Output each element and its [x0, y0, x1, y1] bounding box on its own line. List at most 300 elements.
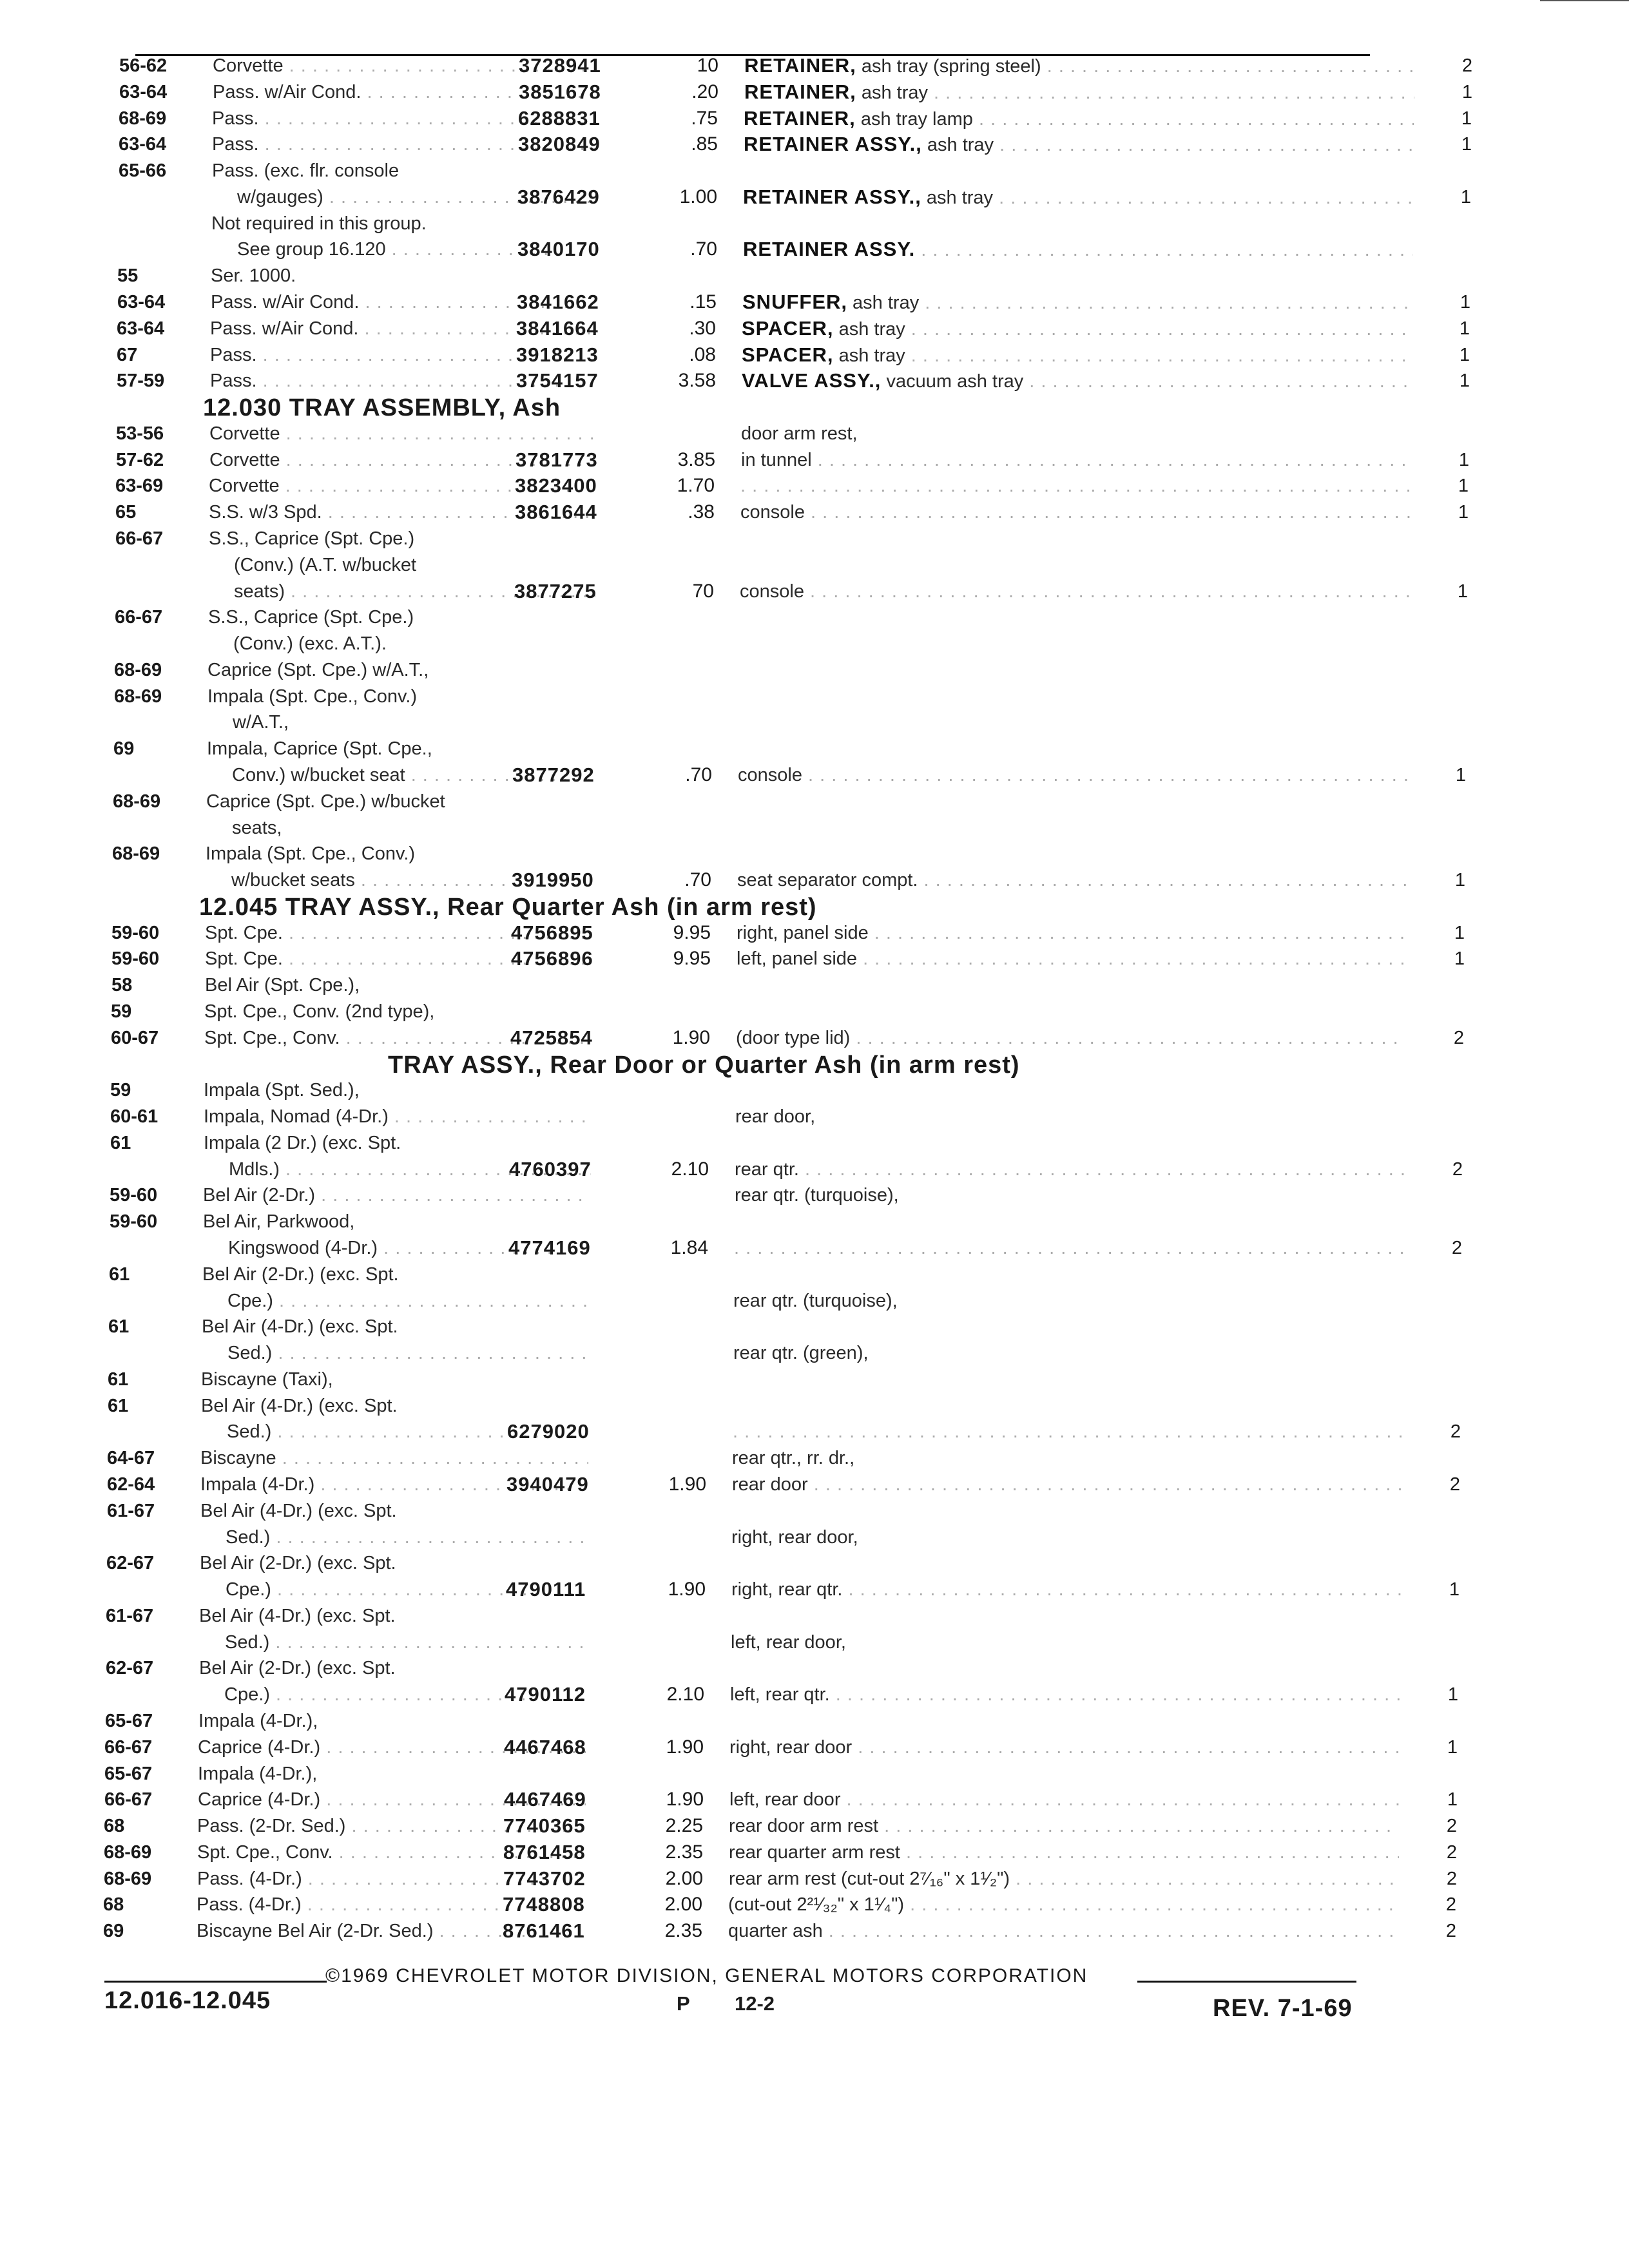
table-row	[116, 422, 1360, 445]
part-number: 3754157	[516, 369, 599, 392]
table-row	[112, 869, 1465, 892]
model-description: Spt. Cpe. . . .	[205, 947, 593, 970]
application-text: ash tray	[833, 319, 905, 340]
model-years: 61	[110, 1133, 131, 1153]
application-text: (cut-out 2²¹⁄₃₂" x 1¹⁄₄")	[728, 1894, 905, 1915]
section-title: TRAY ASSY., Rear Quarter Ash (in arm rest)	[285, 894, 817, 921]
application-text: rear door,	[735, 1106, 816, 1127]
table-row	[105, 1709, 1360, 1733]
model-years: 65	[115, 502, 137, 523]
model-description: Pass. (2-Dr. Sed.) . . .	[197, 1814, 585, 1838]
part-number: 3820849	[518, 133, 601, 155]
model-years: 65-66	[119, 160, 167, 181]
table-row	[117, 291, 1470, 314]
application-text: ash tray	[847, 293, 920, 313]
model-years: 68-69	[104, 1869, 152, 1889]
list-price: 2.35	[665, 1841, 703, 1863]
model-years: 61-67	[107, 1501, 155, 1521]
table-row	[115, 501, 1469, 524]
table-row	[111, 1026, 1464, 1050]
table-row	[111, 1000, 1360, 1023]
list-price: 1.70	[677, 475, 715, 496]
application	[729, 1841, 1399, 1864]
model-description: S.S., Caprice (Spt. Cpe.)	[209, 528, 415, 549]
model-description: Not required in this group.	[211, 213, 427, 234]
table-row	[106, 1604, 1360, 1628]
footer-revision: REV. 7-1-69	[1213, 1995, 1353, 2022]
model-description: Impala, Caprice (Spt. Cpe.,	[207, 738, 432, 759]
application-text: (door type lid)	[736, 1028, 851, 1048]
application	[730, 1683, 1400, 1706]
application	[732, 1473, 1402, 1496]
application	[735, 1184, 1405, 1207]
part-name: SPACER,	[742, 343, 834, 366]
table-row	[110, 1184, 1360, 1207]
application	[728, 1919, 1398, 1943]
model-description: seats,	[232, 818, 282, 838]
quantity: 1	[1454, 923, 1465, 943]
list-price: 3.85	[677, 449, 715, 470]
list-price: 3.58	[678, 370, 716, 391]
application	[735, 1158, 1405, 1181]
table-row	[115, 580, 1468, 603]
table-row	[108, 1368, 1360, 1391]
model-description: Pass. (exc. flr. console	[212, 160, 400, 181]
model-description: Pass. . . .	[210, 369, 598, 392]
section-caption	[203, 394, 561, 422]
application	[743, 186, 1413, 209]
table-row	[117, 343, 1470, 367]
model-description: Mdls.) . . .	[229, 1158, 591, 1181]
table-row	[107, 1473, 1460, 1496]
quantity: 2	[1446, 1842, 1457, 1863]
model-years: 62-67	[106, 1553, 155, 1573]
model-description: Cpe.) . . .	[224, 1683, 586, 1706]
model-years: 65-67	[104, 1763, 153, 1784]
table-row	[119, 133, 1472, 156]
part-number: 3823400	[515, 474, 597, 497]
quantity: 2	[1451, 1238, 1462, 1258]
application-text: ash tray lamp	[855, 109, 973, 130]
model-years: 57-59	[117, 370, 165, 391]
model-description: Corvette . . .	[209, 448, 597, 472]
table-row	[115, 553, 1360, 577]
model-years: 60-67	[111, 1028, 159, 1048]
table-row	[117, 317, 1470, 340]
application-text: rear qtr. (green),	[733, 1343, 869, 1363]
quantity: 1	[1447, 1789, 1458, 1810]
model-description: Impala (4-Dr.) . . .	[200, 1473, 588, 1496]
application-text: rear qtr. (turquoise),	[735, 1185, 899, 1206]
table-row	[111, 974, 1360, 997]
application-text: seat separator compt.	[737, 870, 918, 890]
application-text: left, rear door	[729, 1789, 841, 1810]
model-years: 68	[103, 1894, 124, 1915]
part-number: 3877275	[514, 580, 597, 602]
quantity: 1	[1454, 948, 1465, 969]
table-row	[104, 1788, 1458, 1811]
list-price: 2.25	[665, 1815, 703, 1836]
application-text: door arm rest,	[741, 423, 858, 444]
table-row	[109, 1263, 1360, 1286]
table-row	[104, 1814, 1457, 1838]
application	[731, 1631, 1401, 1654]
application-text: right, panel side	[737, 923, 869, 943]
application	[731, 1526, 1402, 1549]
model-description: Bel Air (2-Dr.) (exc. Spt.	[202, 1264, 399, 1285]
table-row	[106, 1631, 1360, 1654]
model-description: (Conv.) (exc. A.T.).	[233, 633, 387, 654]
footer-rule-left	[104, 1981, 327, 1983]
model-description: Spt. Cpe., Conv. . . .	[197, 1841, 585, 1864]
application	[731, 1578, 1402, 1601]
model-description: Cpe.) . . .	[227, 1289, 590, 1312]
application-text: ash tray	[921, 187, 994, 208]
application-text: rear arm rest (cut-out 2⁷⁄₁₆" x 1¹⁄₂")	[729, 1869, 1010, 1889]
table-row	[114, 632, 1360, 655]
table-row	[118, 186, 1471, 209]
model-years: 59-60	[110, 1185, 158, 1206]
table-row	[106, 1552, 1360, 1575]
part-number: 3841664	[516, 317, 599, 340]
model-description: S.S., Caprice (Spt. Cpe.)	[208, 607, 414, 628]
table-row	[113, 764, 1466, 787]
model-description: Bel Air (4-Dr.) (exc. Spt.	[202, 1316, 398, 1337]
application	[729, 1788, 1400, 1811]
model-description: Pass. w/Air Cond. . . .	[211, 291, 599, 314]
application	[742, 291, 1412, 314]
quantity: 1	[1458, 476, 1469, 496]
footer-page-number: 12-2	[735, 1992, 775, 2015]
application-text: console	[740, 502, 805, 523]
application-text: left, rear qtr.	[730, 1684, 830, 1705]
part-number: 4756896	[511, 947, 593, 970]
application-text: rear door	[732, 1474, 808, 1495]
model-description: Spt. Cpe. . . .	[205, 921, 593, 945]
model-description: Corvette . . .	[213, 54, 601, 77]
table-row	[118, 212, 1360, 235]
part-number: 4467468	[504, 1736, 586, 1758]
list-price: 1.90	[668, 1579, 706, 1600]
table-row	[108, 1420, 1461, 1443]
model-description: Biscayne Bel Air (2-Dr. Sed.) . . .	[197, 1919, 584, 1943]
model-description: Impala (4-Dr.),	[198, 1711, 318, 1731]
table-row	[106, 1657, 1360, 1680]
part-number: 3877292	[512, 764, 595, 786]
table-row	[110, 1105, 1360, 1128]
table-row	[111, 947, 1465, 970]
application-text: ash tray (spring steel)	[856, 56, 1041, 77]
application	[728, 1893, 1398, 1916]
table-row	[115, 606, 1360, 629]
part-number: 6279020	[507, 1420, 590, 1443]
model-description: Impala (Spt. Cpe., Conv.)	[207, 686, 418, 707]
section-title: TRAY ASSY., Rear Door or Quarter Ash (in arm rest)	[388, 1052, 1020, 1079]
part-number: 3861644	[515, 501, 597, 523]
footer-rule-right	[1137, 1981, 1356, 1983]
part-number: 4760397	[509, 1158, 592, 1180]
table-row	[113, 816, 1360, 840]
application-text: ash tray	[921, 135, 994, 155]
application-text: console	[740, 581, 804, 602]
table-row	[106, 1578, 1460, 1601]
corner-mark	[1540, 0, 1629, 1]
model-description: Corvette . . .	[209, 422, 597, 445]
part-number: 7740365	[503, 1814, 586, 1837]
quantity: 1	[1460, 187, 1471, 207]
model-description: Caprice (Spt. Cpe.) w/A.T.,	[207, 660, 429, 680]
model-description: Biscayne (Taxi),	[201, 1369, 333, 1390]
part-name: RETAINER ASSY.,	[744, 133, 922, 155]
part-number: 3940479	[506, 1473, 589, 1495]
quantity: 1	[1459, 318, 1470, 339]
table-row	[108, 1315, 1360, 1338]
model-years: 67	[117, 345, 138, 365]
section-caption	[199, 894, 817, 921]
application-text: ash tray	[833, 345, 905, 366]
model-description: Pass. . . .	[212, 133, 600, 156]
quantity: 2	[1452, 1159, 1463, 1180]
application	[742, 369, 1412, 393]
model-years: 59	[110, 1080, 131, 1100]
table-row	[112, 842, 1360, 865]
model-description: Impala (4-Dr.),	[198, 1763, 318, 1784]
table-row	[104, 1736, 1458, 1759]
application-text: ash tray	[856, 82, 928, 103]
model-years: 59-60	[110, 1211, 158, 1232]
application	[736, 1026, 1406, 1050]
table-row	[108, 1394, 1360, 1418]
model-years: 66-67	[115, 607, 163, 628]
model-years: 60-61	[110, 1106, 159, 1127]
table-row	[113, 790, 1360, 813]
model-years: 59-60	[111, 948, 160, 969]
application	[729, 1867, 1399, 1890]
part-number: 3840170	[517, 238, 600, 260]
list-price: .20	[691, 81, 718, 102]
model-description: Pass. w/Air Cond. . . .	[213, 81, 601, 104]
part-number: 8761461	[503, 1919, 585, 1942]
section-caption	[388, 1052, 1020, 1079]
list-price: 9.95	[673, 948, 711, 969]
list-price: 9.95	[673, 922, 711, 943]
model-years: 55	[117, 265, 139, 286]
list-price: 2.00	[664, 1894, 702, 1915]
model-description: Impala (Spt. Cpe., Conv.)	[206, 843, 416, 864]
model-years: 61-67	[106, 1606, 154, 1626]
application	[740, 474, 1411, 497]
application	[729, 1736, 1400, 1759]
part-number: 7748808	[503, 1893, 585, 1916]
model-years: 66-67	[115, 528, 164, 549]
application-text: right, rear door	[729, 1737, 853, 1758]
table-row	[119, 159, 1360, 182]
quantity: 1	[1458, 450, 1469, 470]
table-row	[110, 1079, 1360, 1102]
quantity: 1	[1458, 502, 1469, 523]
table-row	[107, 1499, 1360, 1523]
model-years: 53-56	[116, 423, 164, 444]
list-price: 2.10	[666, 1684, 704, 1705]
model-description: Pass. . . .	[210, 343, 598, 367]
model-description: Sed.) . . .	[225, 1631, 587, 1654]
model-description: Bel Air (Spt. Cpe.),	[205, 975, 360, 995]
part-number: 3876429	[517, 186, 600, 208]
model-description: Bel Air, Parkwood,	[203, 1211, 355, 1232]
model-years: 61	[108, 1369, 129, 1390]
application-text: left, rear door,	[731, 1632, 846, 1653]
list-price: 2.00	[665, 1868, 703, 1889]
part-name: RETAINER ASSY.	[743, 238, 916, 260]
model-years: 68-69	[104, 1842, 152, 1863]
model-description: Sed.) . . .	[227, 1420, 589, 1443]
list-price: 2.35	[664, 1920, 702, 1941]
part-number: 6288831	[518, 107, 601, 130]
application	[744, 107, 1414, 131]
application	[741, 422, 1411, 445]
part-number: 7743702	[503, 1867, 586, 1890]
model-description: Conv.) w/bucket seat . . .	[232, 764, 594, 787]
table-row	[103, 1919, 1456, 1943]
footer-page-letter: P	[677, 1992, 690, 2015]
model-description: Bel Air (4-Dr.) (exc. Spt.	[199, 1606, 396, 1626]
table-row	[104, 1841, 1457, 1864]
model-description: w/gauges) . . .	[237, 186, 599, 209]
model-years: 61	[109, 1264, 130, 1285]
model-years: 62-64	[107, 1474, 155, 1495]
model-years: 69	[103, 1921, 124, 1941]
model-description: Caprice (4-Dr.) . . .	[198, 1736, 586, 1759]
table-row	[107, 1446, 1360, 1470]
table-row	[119, 107, 1472, 130]
quantity: 1	[1447, 1684, 1458, 1705]
quantity: 2	[1453, 1028, 1464, 1048]
model-description: Spt. Cpe., Conv. . . .	[204, 1026, 592, 1050]
table-row	[113, 737, 1360, 760]
quantity: 1	[1460, 292, 1470, 312]
quantity: 2	[1445, 1921, 1456, 1941]
model-years: 68	[104, 1816, 125, 1836]
model-years: 63-64	[117, 292, 166, 312]
quantity: 1	[1449, 1579, 1460, 1600]
model-years: 59	[111, 1001, 132, 1022]
application	[733, 1420, 1403, 1443]
application-text: rear qtr.	[735, 1159, 799, 1180]
model-description: Sed.) . . .	[226, 1526, 588, 1549]
table-row	[104, 1867, 1457, 1890]
list-price: .38	[688, 501, 715, 523]
application	[741, 448, 1411, 472]
list-price: 1.84	[670, 1237, 708, 1258]
list-price: .08	[689, 344, 716, 365]
part-name: VALVE ASSY.,	[742, 369, 882, 392]
table-row	[118, 238, 1360, 261]
list-price: .85	[691, 133, 718, 155]
model-years: 68-69	[119, 108, 167, 129]
quantity: 1	[1454, 870, 1465, 890]
application-text: rear qtr. (turquoise),	[733, 1291, 898, 1311]
quantity: 2	[1461, 55, 1472, 76]
application-text: rear qtr., rr. dr.,	[732, 1448, 855, 1468]
model-years: 63-64	[119, 134, 167, 155]
list-price: 1.90	[666, 1736, 704, 1758]
table-row	[115, 527, 1360, 550]
quantity: 2	[1449, 1474, 1460, 1495]
application-text: left, panel side	[737, 948, 858, 969]
model-description: Caprice (4-Dr.) . . .	[198, 1788, 586, 1811]
model-years: 66-67	[104, 1789, 153, 1810]
table-row	[105, 1683, 1458, 1706]
model-description: Corvette . . .	[209, 474, 597, 497]
table-row	[110, 1210, 1360, 1233]
list-price: 2.10	[671, 1158, 709, 1180]
application	[742, 343, 1412, 367]
quantity: 2	[1446, 1816, 1457, 1836]
quantity: 1	[1461, 82, 1472, 102]
application-text: rear quarter arm rest	[729, 1842, 900, 1863]
application	[744, 81, 1414, 104]
model-description: Cpe.) . . .	[226, 1578, 588, 1601]
quantity: 1	[1447, 1737, 1458, 1758]
part-number: 4774169	[508, 1236, 591, 1259]
quantity: 1	[1461, 108, 1472, 129]
application	[729, 1814, 1399, 1838]
table-row	[108, 1289, 1360, 1312]
application-text: in tunnel	[741, 450, 812, 470]
part-name: SPACER,	[742, 317, 834, 340]
model-years: 68-69	[114, 660, 162, 680]
list-price: .70	[685, 764, 712, 785]
model-description: Pass. (4-Dr.) . . .	[197, 1867, 585, 1890]
model-years: 63-69	[115, 476, 164, 496]
model-description: Biscayne . . .	[200, 1446, 588, 1470]
model-years: 66-67	[104, 1737, 153, 1758]
table-row	[104, 1762, 1360, 1785]
part-number: 4725854	[510, 1026, 593, 1049]
application-text: vacuum ash tray	[881, 371, 1024, 392]
model-description: (Conv.) (A.T. w/bucket	[234, 555, 417, 575]
model-description: Pass. (4-Dr.) . . .	[197, 1893, 584, 1916]
model-years: 65-67	[105, 1711, 153, 1731]
application	[735, 1105, 1405, 1128]
table-row	[117, 369, 1470, 392]
application	[743, 238, 1413, 262]
model-years: 68-69	[114, 686, 162, 707]
application	[732, 1446, 1402, 1470]
model-description: Bel Air (4-Dr.) (exc. Spt.	[200, 1501, 397, 1521]
model-description: w/A.T.,	[233, 712, 289, 733]
table-row	[114, 685, 1360, 708]
model-years: 63-64	[117, 318, 165, 339]
application	[737, 921, 1407, 945]
model-description: Pass. . . .	[212, 107, 600, 130]
list-price: .70	[684, 869, 711, 890]
model-years: 69	[113, 738, 135, 759]
quantity: 1	[1459, 345, 1470, 365]
application	[738, 764, 1408, 787]
application	[744, 54, 1414, 78]
table-row	[108, 1341, 1360, 1365]
section-number: 12.030	[203, 394, 282, 421]
part-number: 4756895	[511, 921, 593, 944]
model-years: 64-67	[107, 1448, 155, 1468]
table-row	[110, 1158, 1463, 1181]
application	[733, 1289, 1403, 1312]
section-number: 12.045	[199, 894, 278, 921]
model-description: Ser. 1000.	[211, 265, 296, 286]
table-row	[103, 1893, 1456, 1916]
application-text: rear door arm rest	[729, 1816, 879, 1836]
